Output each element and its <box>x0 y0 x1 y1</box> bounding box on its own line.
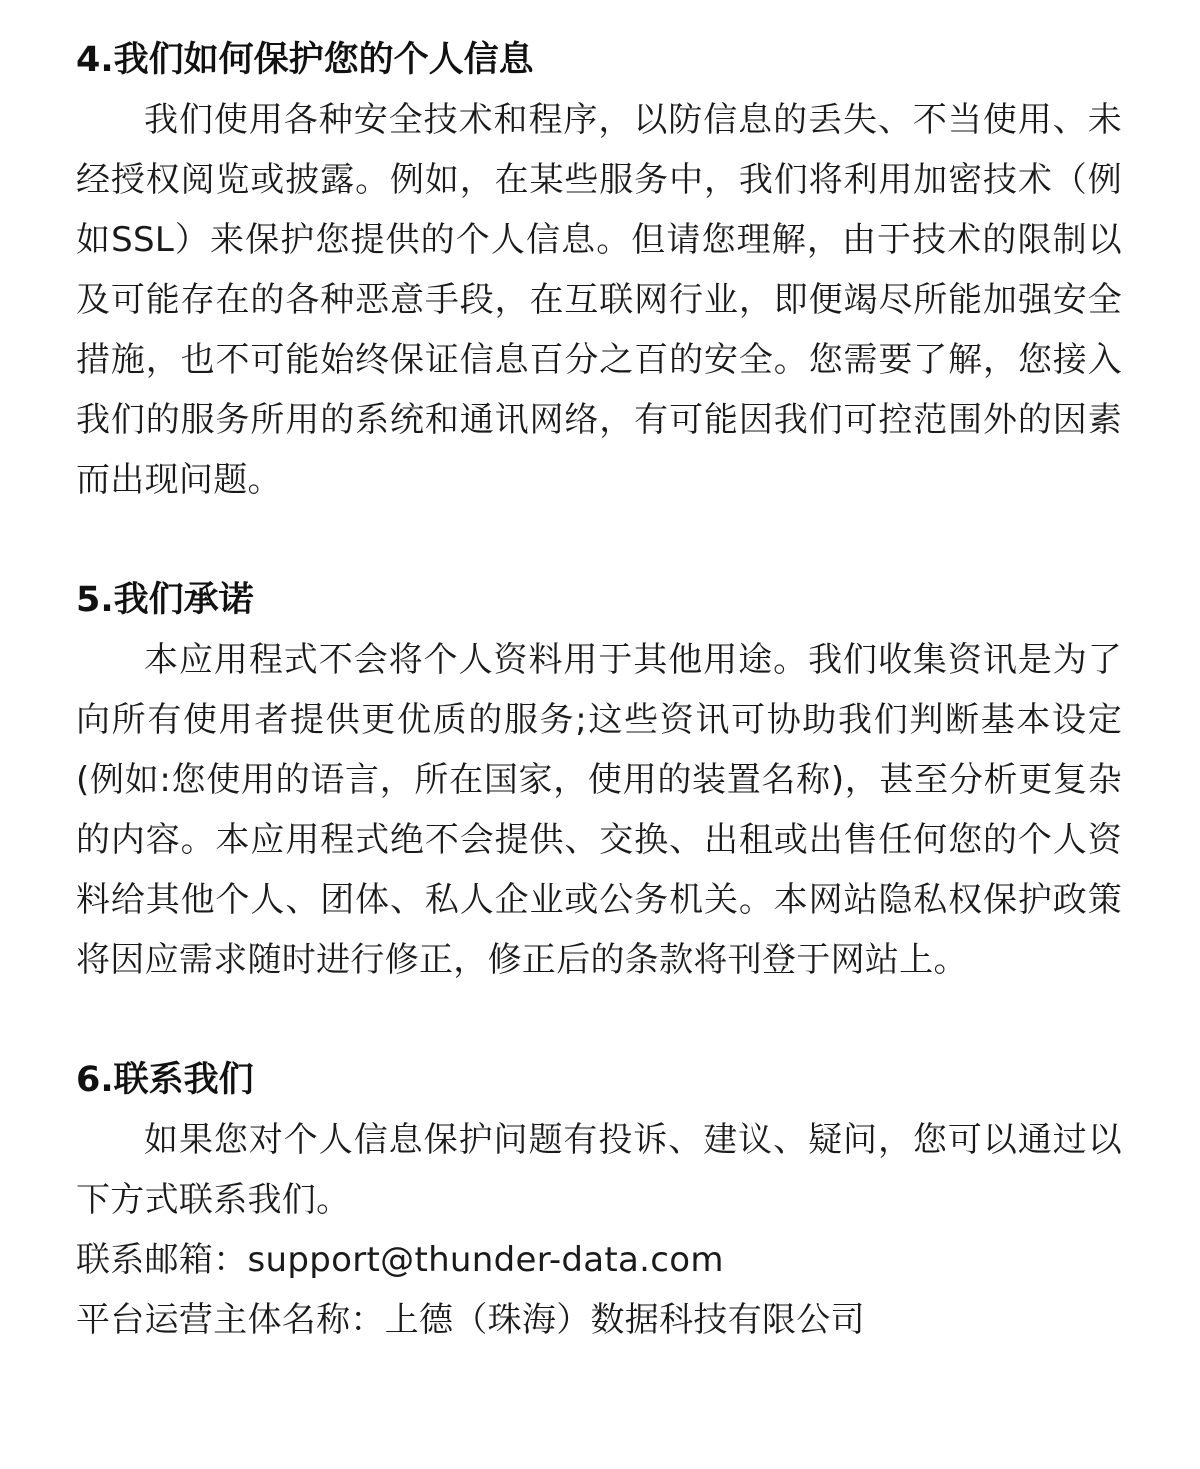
section-commitment <box>76 570 1122 990</box>
privacy-policy-content <box>76 30 1122 1350</box>
section-paragraph: 本应用程式不会将个人资料用于其他用途。我们收集资讯是为了向所有使用者提供更优质的服务;这些资讯可协助我们判断基本设定 (例如:您使用的语言，所在国家，使用的装置名称)，甚至分析更复杂的内容。本应用程式绝不会提供、交换、出租或出售任何您的个人资料给其他个人、团体、私人企业或公务机关。本网站隐私权保护政策将因应需求随时进行修正，修正后的条款将刊登于网站上。 <box>76 640 1122 980</box>
contact-email: 联系邮箱：support@thunder-data.com <box>76 1240 724 1280</box>
section-paragraph: 我们使用各种安全技术和程序，以防信息的丢失、不当使用、未经授权阅览或披露。例如，在某些服务中，我们将利用加密技术（例如SSL）来保护您提供的个人信息。但请您理解，由于技术的限制以及可能存在的各种恶意手段，在互联网行业，即便竭尽所能加强安全措施，也不可能始终保证信息百分之百的安全。您需要了解，您接入我们的服务所用的系统和通讯网络，有可能因我们可控范围外的因素而出现问题。 <box>76 100 1122 500</box>
section-data-protection <box>76 30 1122 510</box>
section-title: 5.我们承诺 <box>76 580 254 620</box>
operator-name: 平台运营主体名称：上德（珠海）数据科技有限公司 <box>76 1300 865 1340</box>
section-paragraph: 如果您对个人信息保护问题有投诉、建议、疑问，您可以通过以下方式联系我们。 <box>76 1120 1122 1220</box>
section-contact <box>76 1050 1122 1350</box>
section-title: 6.联系我们 <box>76 1060 254 1100</box>
section-title: 4.我们如何保护您的个人信息 <box>76 40 534 80</box>
